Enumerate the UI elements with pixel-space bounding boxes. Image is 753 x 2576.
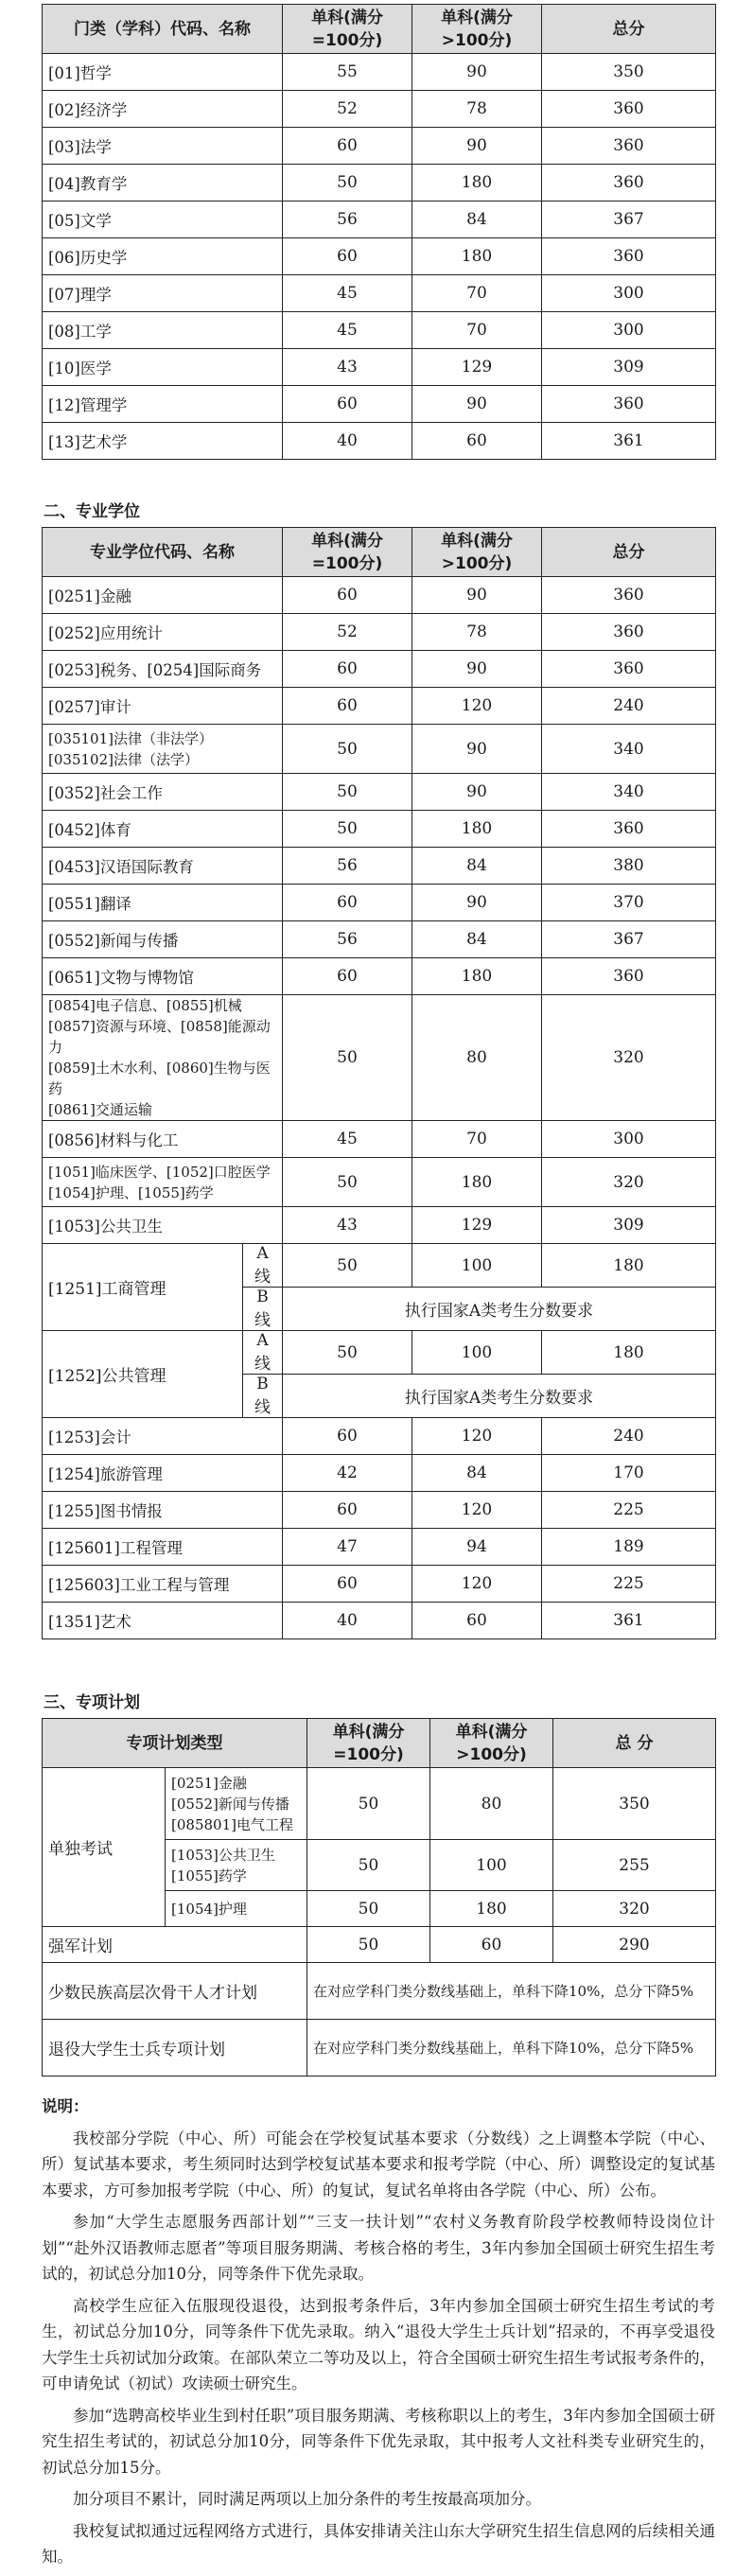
cell-discipline: [13]艺术学 (43, 423, 283, 460)
table-row (43, 1768, 716, 1840)
cell-degree-line: [0859]土木水利、[0860]生物与医药 (48, 1060, 271, 1097)
cell-single-100: 60 (283, 577, 412, 614)
cell-majors (166, 1891, 307, 1927)
cell-single-100: 50 (307, 1768, 430, 1840)
cell-single-100: 50 (283, 1158, 412, 1207)
cell-single-over-100: 90 (412, 651, 542, 688)
cell-single-over-100: 84 (412, 921, 542, 958)
cell-degree-name (43, 1207, 283, 1244)
table-row (43, 848, 716, 885)
cell-degree-line: [0854]电子信息、[0855]机械 (48, 997, 242, 1014)
cell-degree-line: [1054]护理、[1055]药学 (48, 1183, 214, 1201)
cell-single-over-100: 90 (412, 725, 542, 774)
cell-minority-rule: 在对应学科门类分数线基础上，单科下降10%，总分下降5% (307, 1963, 716, 2020)
cell-degree-line: [0253]税务、[0254]国际商务 (48, 661, 262, 679)
cell-dandu-label: 单独考试 (43, 1768, 166, 1927)
cell-degree-line: [0252]应用统计 (48, 624, 163, 642)
cell-single-100: 60 (283, 1492, 412, 1529)
table-row (43, 1158, 716, 1207)
header-single-over-100: 单科(满分>100分) (430, 1719, 553, 1768)
cell-total: 340 (542, 774, 716, 811)
table-row (43, 1529, 716, 1566)
cell-single-over-100: 60 (430, 1927, 553, 1963)
cell-degree-name (43, 651, 283, 688)
discipline-score-table (42, 4, 716, 460)
table-row (43, 165, 716, 202)
cell-total: 361 (542, 423, 716, 460)
cell-single-100: 50 (283, 774, 412, 811)
cell-total: 189 (542, 1529, 716, 1566)
table-row (43, 885, 716, 921)
cell-major-line: [0251]金融 (171, 1774, 247, 1792)
cell-degree-line: [0857]资源与环境、[0858]能源动力 (48, 1018, 271, 1056)
cell-majors (166, 1768, 307, 1840)
cell-total: 320 (542, 1158, 716, 1207)
cell-degree-line: [035101]法律（非法学） (48, 729, 213, 747)
cell-single-over-100: 70 (412, 275, 542, 312)
cell-total: 340 (542, 725, 716, 774)
cell-degree-name (43, 885, 283, 921)
cell-single-100: 45 (283, 312, 412, 349)
cell-single-over-100: 180 (430, 1891, 553, 1927)
cell-minority-label: 少数民族高层次骨干人才计划 (43, 1963, 307, 2020)
table-row (43, 995, 716, 1121)
notes-title: 说明： (42, 2097, 89, 2115)
cell-line: A线 (243, 1331, 283, 1375)
cell-single-over-100: 120 (412, 1492, 542, 1529)
cell-degree-line: [1053]公共卫生 (48, 1218, 163, 1235)
table-row (43, 423, 716, 460)
special-plan-table (42, 1718, 716, 2077)
cell-major-line: [1055]药学 (171, 1866, 247, 1884)
table-row (43, 275, 716, 312)
cell-total: 309 (542, 349, 716, 386)
header-single-100: 单科(满分=100分) (307, 1719, 430, 1768)
cell-single-100: 60 (283, 1418, 412, 1455)
cell-single-over-100: 180 (412, 238, 542, 275)
table-row (43, 1566, 716, 1603)
table-row (43, 1455, 716, 1492)
cell-degree-line: [0453]汉语国际教育 (48, 858, 194, 876)
table-header-row (43, 5, 716, 54)
cell-note: 执行国家A类考生分数要求 (283, 1288, 716, 1331)
cell-single-100: 42 (283, 1455, 412, 1492)
table-row (43, 1492, 716, 1529)
table-row (43, 1244, 716, 1288)
cell-single-over-100: 90 (412, 885, 542, 921)
cell-single-100: 60 (283, 128, 412, 165)
cell-total: 360 (542, 165, 716, 202)
cell-total: 309 (542, 1207, 716, 1244)
cell-degree-name (43, 725, 283, 774)
table-row (43, 1927, 716, 1963)
cell-single-over-100: 180 (412, 811, 542, 848)
cell-degree-name (43, 921, 283, 958)
cell-discipline: [12]管理学 (43, 386, 283, 423)
cell-single-100: 56 (283, 921, 412, 958)
header-discipline: 门类（学科）代码、名称 (43, 5, 283, 54)
cell-single-100: 45 (283, 275, 412, 312)
table-row (43, 688, 716, 725)
header-single-100: 单科(满分=100分) (283, 528, 412, 577)
notes-paragraph: 我校复试拟通过远程网络方式进行，具体安排请关注山东大学研究生招生信息网的后续相关通知。 (42, 2521, 715, 2566)
cell-major-line: [085801]电气工程 (171, 1815, 293, 1833)
table-row (43, 1418, 716, 1455)
cell-single-over-100: 60 (412, 423, 542, 460)
notes-paragraph: 我校部分学院（中心、所）可能会在学校复试基本要求（分数线）之上调整本学院（中心、所）复试基本要求，考生须同时达到学校复试基本要求和报考学院（中心、所）调整设定的复试基本要求，方可参加报考学院（中心、所）的复试，复试名单将由各学院（中心、所）公布。 (42, 2129, 715, 2199)
table-header-row (43, 1719, 716, 1768)
cell-single-100: 50 (283, 1331, 412, 1375)
cell-single-100: 40 (283, 423, 412, 460)
professional-degree-table (42, 527, 716, 1639)
notes-paragraph: 加分项目不累计，同时满足两项以上加分条件的考生按最高项加分。 (73, 2490, 541, 2508)
cell-degree-line: [0452]体育 (48, 821, 131, 839)
cell-single-100: 60 (283, 238, 412, 275)
header-total: 总分 (542, 528, 716, 577)
cell-degree-name (43, 1121, 283, 1158)
notes-paragraph: 参加“大学生志愿服务西部计划”“三支一扶计划”“农村义务教育阶段学校教师特设岗位计划”“赴外汉语教师志愿者”等项目服务期满、考核合格的考生，3年内参加全国硕士研究生招生考试的，初试总分加10分，同等条件下优先录取。 (42, 2213, 715, 2283)
cell-single-100: 50 (307, 1891, 430, 1927)
cell-degree-name (43, 995, 283, 1121)
table-header-row (43, 528, 716, 577)
cell-discipline: [10]医学 (43, 349, 283, 386)
notes-paragraph: 参加“选聘高校毕业生到村任职”项目服务期满、考核称职以上的考生，3年内参加全国硕士研究生招生考试的，初试总分加10分，同等条件下优先录取，其中报考人文社科类专业研究生的，初试总分加15分。 (42, 2406, 715, 2477)
cell-single-100: 56 (283, 848, 412, 885)
cell-discipline: [03]法学 (43, 128, 283, 165)
cell-single-100: 60 (283, 885, 412, 921)
cell-total: 367 (542, 921, 716, 958)
cell-total: 180 (542, 1331, 716, 1375)
cell-line: B线 (243, 1288, 283, 1331)
cell-name: [1252]公共管理 (43, 1331, 243, 1418)
table-row (43, 774, 716, 811)
cell-total: 180 (542, 1244, 716, 1288)
cell-degree-name (43, 688, 283, 725)
cell-total: 360 (542, 958, 716, 995)
cell-veteran-label: 退役大学生士兵专项计划 (43, 2020, 307, 2077)
cell-single-over-100: 80 (430, 1768, 553, 1840)
cell-single-100: 60 (283, 651, 412, 688)
cell-degree-line: [0651]文物与博物馆 (48, 969, 194, 987)
cell-total: 370 (542, 885, 716, 921)
cell-total: 360 (542, 811, 716, 848)
notes-section (42, 2094, 715, 2570)
cell-single-over-100: 100 (412, 1331, 542, 1375)
table-row (43, 238, 716, 275)
cell-degree-line: [0861]交通运输 (48, 1101, 152, 1118)
cell-single-over-100: 90 (412, 774, 542, 811)
cell-single-100: 50 (283, 995, 412, 1121)
cell-single-100: 47 (283, 1529, 412, 1566)
cell-total: 360 (542, 238, 716, 275)
cell-total: 300 (542, 1121, 716, 1158)
cell-total: 360 (542, 128, 716, 165)
section-title-professional: 二、专业学位 (44, 502, 140, 521)
cell-total: 320 (542, 995, 716, 1121)
cell-single-over-100: 120 (412, 1418, 542, 1455)
cell-single-100: 60 (283, 386, 412, 423)
cell-degree-line: [0856]材料与化工 (48, 1131, 179, 1149)
table-row (43, 614, 716, 651)
cell-single-over-100: 80 (412, 995, 542, 1121)
table-row (43, 1603, 716, 1639)
cell-degree-line: [1051]临床医学、[1052]口腔医学 (48, 1163, 271, 1181)
notes-paragraph: 高校学生应征入伍服现役退役，达到报考条件后，3年内参加全国硕士研究生招生考试的考生，初试总分加10分，同等条件下优先录取。纳入“退役大学生士兵计划”招录的，不再享受退役大学生士兵初试加分政策。在部队荣立二等功及以上，符合全国硕士研究生招生考试报考条件的，可申请免试（初试）攻读硕士研究生。 (42, 2296, 715, 2392)
cell-degree-name (43, 848, 283, 885)
table-row (43, 386, 716, 423)
header-single-over-100: 单科(满分>100分) (412, 528, 542, 577)
cell-degree-name: [1254]旅游管理 (43, 1455, 283, 1492)
cell-major-line: [1053]公共卫生 (171, 1846, 275, 1864)
cell-degree-line: [0251]金融 (48, 587, 131, 605)
table-row (43, 1331, 716, 1375)
cell-single-100: 50 (283, 811, 412, 848)
cell-degree-line: [035102]法律（法学） (48, 750, 199, 768)
cell-single-over-100: 78 (412, 614, 542, 651)
table-row (43, 54, 716, 91)
cell-single-100: 50 (283, 1244, 412, 1288)
cell-degree-name: [125603]工业工程与管理 (43, 1566, 283, 1603)
cell-single-100: 43 (283, 1207, 412, 1244)
table-row (43, 725, 716, 774)
header-single-over-100: 单科(满分>100分) (412, 5, 542, 54)
table-row (43, 958, 716, 995)
cell-total: 367 (542, 202, 716, 238)
cell-single-over-100: 70 (412, 312, 542, 349)
table-row (43, 128, 716, 165)
cell-single-over-100: 90 (412, 577, 542, 614)
header-degree: 专业学位代码、名称 (43, 528, 283, 577)
cell-total: 380 (542, 848, 716, 885)
table-row (43, 811, 716, 848)
cell-note: 执行国家A类考生分数要求 (283, 1375, 716, 1418)
table-row (43, 312, 716, 349)
cell-discipline: [04]教育学 (43, 165, 283, 202)
cell-total: 360 (542, 614, 716, 651)
cell-degree-name (43, 614, 283, 651)
cell-discipline: [08]工学 (43, 312, 283, 349)
cell-single-100: 50 (283, 725, 412, 774)
cell-degree-name: [1351]艺术 (43, 1603, 283, 1639)
table-row (43, 202, 716, 238)
page (42, 4, 715, 2576)
cell-single-100: 50 (307, 1840, 430, 1891)
cell-line: A线 (243, 1244, 283, 1288)
cell-single-100: 56 (283, 202, 412, 238)
cell-single-100: 60 (283, 688, 412, 725)
cell-single-over-100: 120 (412, 688, 542, 725)
header-plan-type: 专项计划类型 (43, 1719, 307, 1768)
cell-degree-line: [0552]新闻与传播 (48, 932, 179, 950)
cell-degree-name (43, 774, 283, 811)
cell-total: 240 (542, 1418, 716, 1455)
cell-total: 360 (542, 651, 716, 688)
cell-total: 225 (542, 1566, 716, 1603)
cell-degree-name (43, 811, 283, 848)
cell-single-over-100: 90 (412, 128, 542, 165)
cell-major-line: [0552]新闻与传播 (171, 1795, 289, 1813)
cell-degree-name (43, 958, 283, 995)
cell-single-100: 60 (283, 1566, 412, 1603)
header-total: 总分 (542, 5, 716, 54)
table-row (43, 577, 716, 614)
cell-single-over-100: 84 (412, 202, 542, 238)
cell-degree-line: [0352]社会工作 (48, 784, 163, 802)
cell-total: 350 (553, 1768, 716, 1840)
cell-single-100: 55 (283, 54, 412, 91)
cell-discipline: [02]经济学 (43, 91, 283, 128)
cell-name: [1251]工商管理 (43, 1244, 243, 1331)
cell-single-over-100: 78 (412, 91, 542, 128)
cell-degree-name: [1253]会计 (43, 1418, 283, 1455)
cell-single-100: 52 (283, 614, 412, 651)
cell-total: 225 (542, 1492, 716, 1529)
cell-single-over-100: 120 (412, 1566, 542, 1603)
cell-single-over-100: 100 (430, 1840, 553, 1891)
cell-degree-line: [0257]审计 (48, 698, 131, 716)
cell-degree-name: [125601]工程管理 (43, 1529, 283, 1566)
cell-degree-name (43, 1158, 283, 1207)
cell-total: 360 (542, 577, 716, 614)
cell-discipline: [06]历史学 (43, 238, 283, 275)
cell-total: 361 (542, 1603, 716, 1639)
cell-total: 170 (542, 1455, 716, 1492)
table-row (43, 651, 716, 688)
cell-single-over-100: 90 (412, 54, 542, 91)
cell-total: 360 (542, 386, 716, 423)
cell-single-100: 60 (283, 958, 412, 995)
cell-single-100: 40 (283, 1603, 412, 1639)
cell-major-line: [1054]护理 (171, 1900, 247, 1918)
cell-single-over-100: 90 (412, 386, 542, 423)
table-row (43, 921, 716, 958)
table-row (43, 1207, 716, 1244)
cell-single-over-100: 129 (412, 1207, 542, 1244)
cell-single-over-100: 180 (412, 165, 542, 202)
cell-single-over-100: 180 (412, 1158, 542, 1207)
cell-single-over-100: 70 (412, 1121, 542, 1158)
table-row (43, 349, 716, 386)
table-row (43, 1121, 716, 1158)
table-row (43, 1963, 716, 2020)
cell-total: 255 (553, 1840, 716, 1891)
cell-single-over-100: 84 (412, 848, 542, 885)
cell-degree-name (43, 577, 283, 614)
cell-single-100: 45 (283, 1121, 412, 1158)
cell-degree-line: [0551]翻译 (48, 895, 131, 913)
cell-single-over-100: 180 (412, 958, 542, 995)
cell-total: 320 (553, 1891, 716, 1927)
cell-single-100: 50 (307, 1927, 430, 1963)
cell-single-100: 50 (283, 165, 412, 202)
cell-single-over-100: 94 (412, 1529, 542, 1566)
cell-discipline: [05]文学 (43, 202, 283, 238)
table-row (43, 91, 716, 128)
cell-qiangjun-label: 强军计划 (43, 1927, 307, 1963)
cell-discipline: [07]理学 (43, 275, 283, 312)
header-single-100: 单科(满分=100分) (283, 5, 412, 54)
cell-single-over-100: 129 (412, 349, 542, 386)
cell-total: 300 (542, 275, 716, 312)
cell-degree-name: [1255]图书情报 (43, 1492, 283, 1529)
cell-veteran-rule: 在对应学科门类分数线基础上，单科下降10%，总分下降5% (307, 2020, 716, 2077)
cell-total: 300 (542, 312, 716, 349)
cell-line: B线 (243, 1375, 283, 1418)
section-title-special: 三、专项计划 (44, 1693, 140, 1712)
cell-single-100: 43 (283, 349, 412, 386)
cell-total: 360 (542, 91, 716, 128)
cell-single-over-100: 100 (412, 1244, 542, 1288)
header-total: 总 分 (553, 1719, 716, 1768)
cell-total: 350 (542, 54, 716, 91)
cell-single-over-100: 84 (412, 1455, 542, 1492)
cell-total: 290 (553, 1927, 716, 1963)
cell-total: 240 (542, 688, 716, 725)
cell-discipline: [01]哲学 (43, 54, 283, 91)
table-row (43, 2020, 716, 2077)
cell-single-100: 52 (283, 91, 412, 128)
cell-majors (166, 1840, 307, 1891)
cell-single-over-100: 60 (412, 1603, 542, 1639)
